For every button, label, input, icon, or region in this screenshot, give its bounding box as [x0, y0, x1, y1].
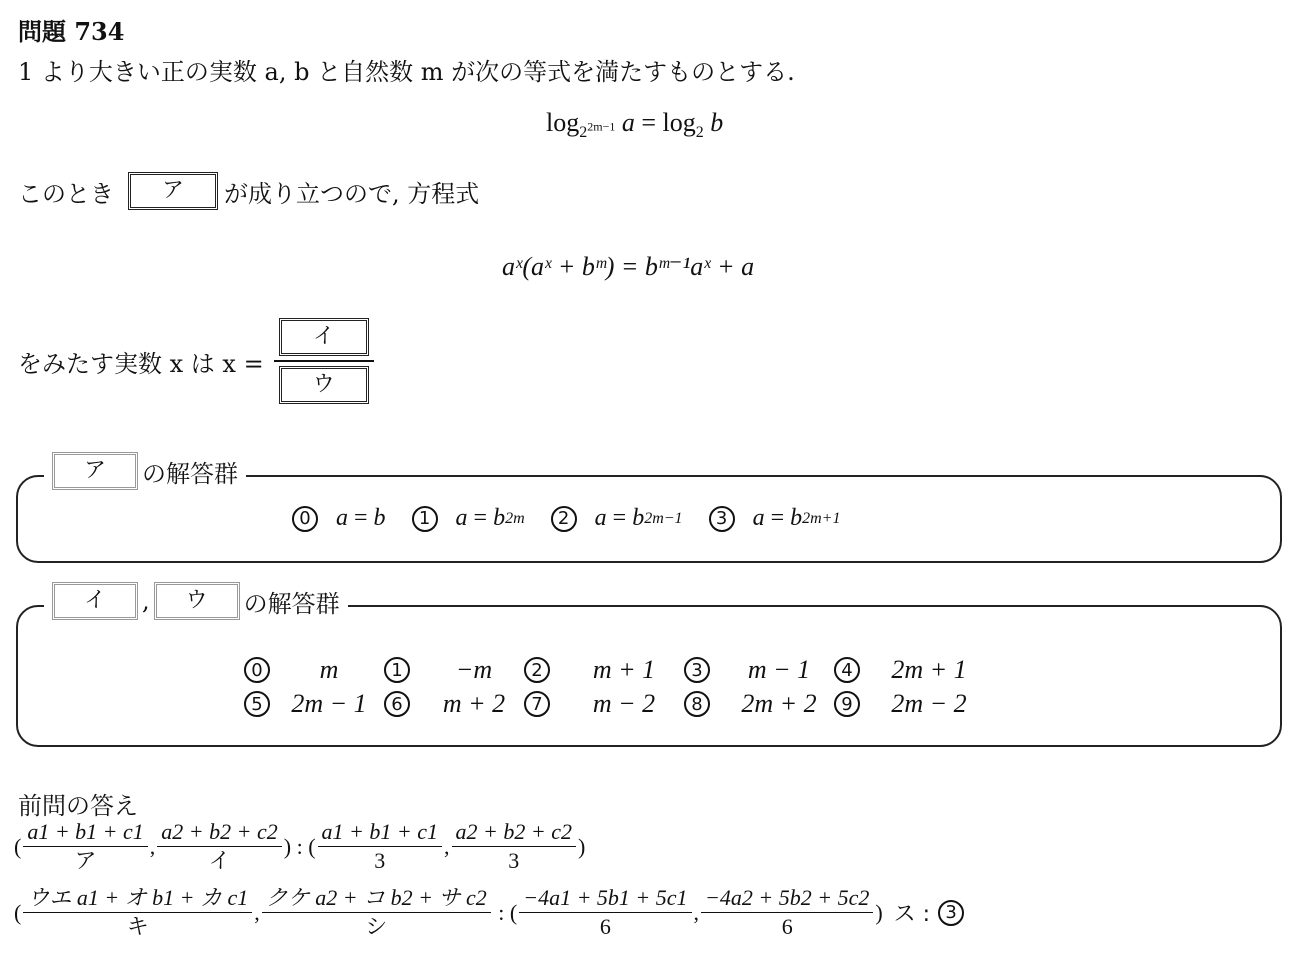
choice-iu-8-num[interactable]: 8: [684, 691, 710, 717]
choice-iu-0-num[interactable]: 0: [244, 657, 270, 683]
solution-line: をみたす実数 x は x = イ ウ: [18, 318, 374, 404]
equation-log: $\log_{2^{2m-1}} a = \log_2 b$: [546, 108, 724, 142]
choice-a-3[interactable]: 3 a = b 2m+1: [709, 505, 841, 532]
solution-fraction: [274, 318, 374, 404]
choice-iu-1[interactable]: −m: [455, 655, 493, 684]
label-box-u: ウ: [154, 582, 240, 620]
label-box-i: イ: [52, 582, 138, 620]
choice-iu-0[interactable]: m: [319, 655, 339, 684]
answer-box-i[interactable]: イ: [279, 318, 369, 356]
su-answer: 3: [938, 900, 964, 926]
answer-group-a-label: ア の解答群: [44, 452, 246, 490]
choice-iu-3[interactable]: m − 1: [747, 655, 811, 684]
choice-iu-4[interactable]: 2m + 1: [891, 655, 967, 684]
label-box-a: ア: [52, 452, 138, 490]
answer-group-iu-label: イ , ウ の解答群: [44, 582, 348, 620]
choice-a-0[interactable]: 0 a = b: [292, 505, 386, 532]
choice-iu-3-num[interactable]: 3: [684, 657, 710, 683]
previous-answer-heading: 前問の答え: [18, 792, 138, 820]
choice-iu-6-num[interactable]: 6: [384, 691, 410, 717]
choices-iu: [244, 655, 984, 719]
choice-iu-7-num[interactable]: 7: [524, 691, 550, 717]
answer-box-a[interactable]: ア: [128, 172, 218, 210]
choice-iu-5[interactable]: 2m − 1: [291, 689, 367, 718]
choice-iu-2[interactable]: m + 1: [592, 655, 656, 684]
choice-iu-5-num[interactable]: 5: [244, 691, 270, 717]
choice-iu-6[interactable]: m + 2: [442, 689, 506, 718]
choice-a-1[interactable]: 1 a = b 2m: [412, 505, 525, 532]
choice-a-2[interactable]: 2 a = b 2m−1: [551, 505, 683, 532]
choice-iu-7[interactable]: m − 2: [592, 689, 656, 718]
problem-intro: 1 より大きい正の実数 a, b と自然数 m が次の等式を満たすものとする.: [18, 58, 795, 86]
choice-iu-4-num[interactable]: 4: [834, 657, 860, 683]
previous-answer-line-1: ( $\frac{a1 + b1 + c1}{\text{ア}}$ , $\frac{a2 + b2 + c2}{\text{イ}}$ ) : ( $\frac{a1 + b1 + c1}{3}$ , $\frac{a2 + b2 + c2}{3}$ ): [14, 819, 586, 873]
choice-iu-9[interactable]: 2m − 2: [891, 689, 967, 718]
choices-a: [292, 505, 866, 532]
choice-iu-8[interactable]: 2m + 2: [741, 689, 817, 718]
choice-iu-9-num[interactable]: 9: [834, 691, 860, 717]
equation-exponential: aˣ(aˣ + bᵐ) = bᵐ⁻¹aˣ + a: [502, 252, 755, 281]
choice-iu-1-num[interactable]: 1: [384, 657, 410, 683]
su-label: ス :: [893, 902, 931, 927]
condition-line: このとき ア が成り立つので, 方程式: [18, 172, 479, 210]
problem-title: 問題 734: [18, 17, 125, 46]
answer-box-u[interactable]: ウ: [279, 366, 369, 404]
previous-answer-line-2: ( $\frac{\text{ウエ a1 + オ b1 + カ c1}}{\text{キ}}$ , $\frac{\text{クケ a2 + コ b2 + サ c2}}{\text{シ}}$ : ( $\frac{-4a1 + 5b1 + 5c1}{6}$ , $\frac{-4a2 + 5b2 + 5c2}{6}$ ) ス : 3: [14, 884, 982, 941]
choice-iu-2-num[interactable]: 2: [524, 657, 550, 683]
